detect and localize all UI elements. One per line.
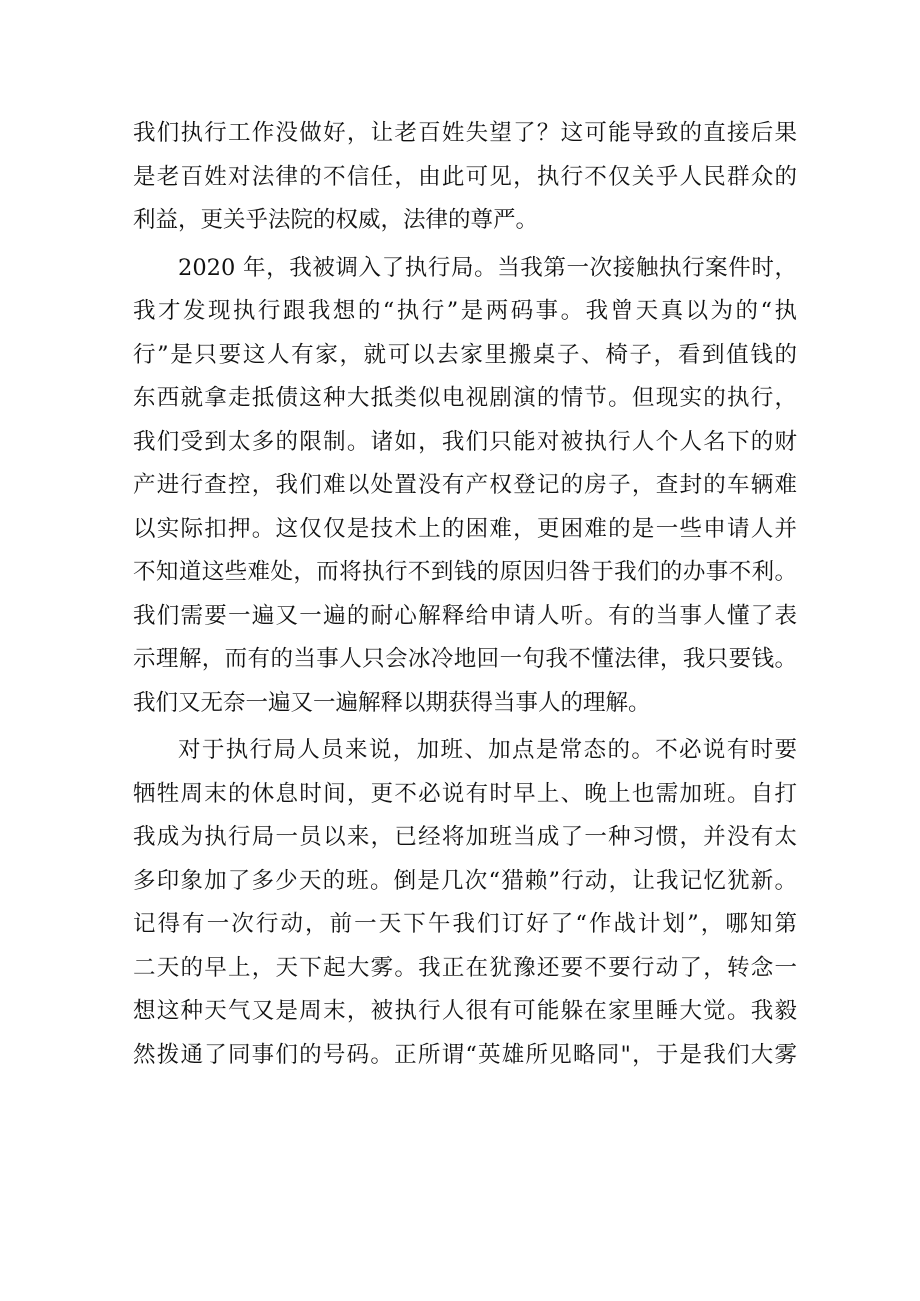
text-line: 多印象加了多少天的班。倒是几次“猎赖”行动，让我记忆犹新。 (133, 867, 797, 894)
text-line: 东西就拿走抵债这种大抵类似电视剧演的情节。但现实的执行， (133, 385, 797, 411)
text-line: 我们又无奈一遍又一遍解释以期获得当事人的理解。 (133, 689, 651, 716)
text-line: 记得有一次行动，前一天下午我们订好了“作战计划”，哪知第 (133, 911, 797, 937)
text-line: 然拨通了同事们的号码。正所谓“英雄所见略同"，于是我们大雾 (133, 1041, 797, 1068)
text-line: 不知道这些难处，而将执行不到钱的原因归咎于我们的办事不利。 (133, 559, 797, 585)
text-line: 对于执行局人员来说，加班、加点是常态的。不必说有时要 (178, 737, 797, 763)
paragraph-3 (133, 729, 797, 1077)
paragraph-2 (133, 247, 797, 726)
text-line: 我们需要一遍又一遍的耐心解释给申请人听。有的当事人懂了表 (133, 602, 797, 629)
text-line: 牺牲周末的休息时间，更不必说有时早上、晚上也需加班。自打 (133, 780, 797, 807)
text-line: 是老百姓对法律的不信任，由此可见，执行不仅关乎人民群众的 (133, 163, 797, 190)
paragraph-1 (133, 112, 797, 243)
text-line: 我们受到太多的限制。诸如，我们只能对被执行人个人名下的财 (133, 428, 797, 455)
text-line: 产进行查控，我们难以处置没有产权登记的房子，查封的车辆难 (133, 472, 797, 498)
text-line: 以实际扣押。这仅仅是技术上的困难，更困难的是一些申请人并 (133, 515, 797, 542)
text-line: 我们执行工作没做好，让老百姓失望了？这可能导致的直接后果 (133, 120, 797, 146)
text-line: 示理解，而有的当事人只会冰冷地回一句我不懂法律，我只要钱。 (133, 646, 797, 672)
text-line: 利益，更关乎法院的权威，法律的尊严。 (133, 207, 539, 233)
text-line: 2020 年，我被调入了执行局。当我第一次接触执行案件时， (178, 254, 797, 281)
text-line: 二天的早上，天下起大雾。我正在犹豫还要不要行动了，转念一 (133, 954, 797, 981)
text-line: 想这种天气又是周末，被执行人很有可能躲在家里睡大觉。我毅 (133, 998, 797, 1024)
text-line: 我才发现执行跟我想的“执行”是两码事。我曾天真以为的“执 (133, 298, 797, 324)
text-line: 我成为执行局一员以来，已经将加班当成了一种习惯，并没有太 (133, 824, 797, 850)
body-text (133, 112, 797, 1077)
text-line: 行”是只要这人有家，就可以去家里搬桌子、椅子，看到值钱的 (133, 341, 797, 368)
